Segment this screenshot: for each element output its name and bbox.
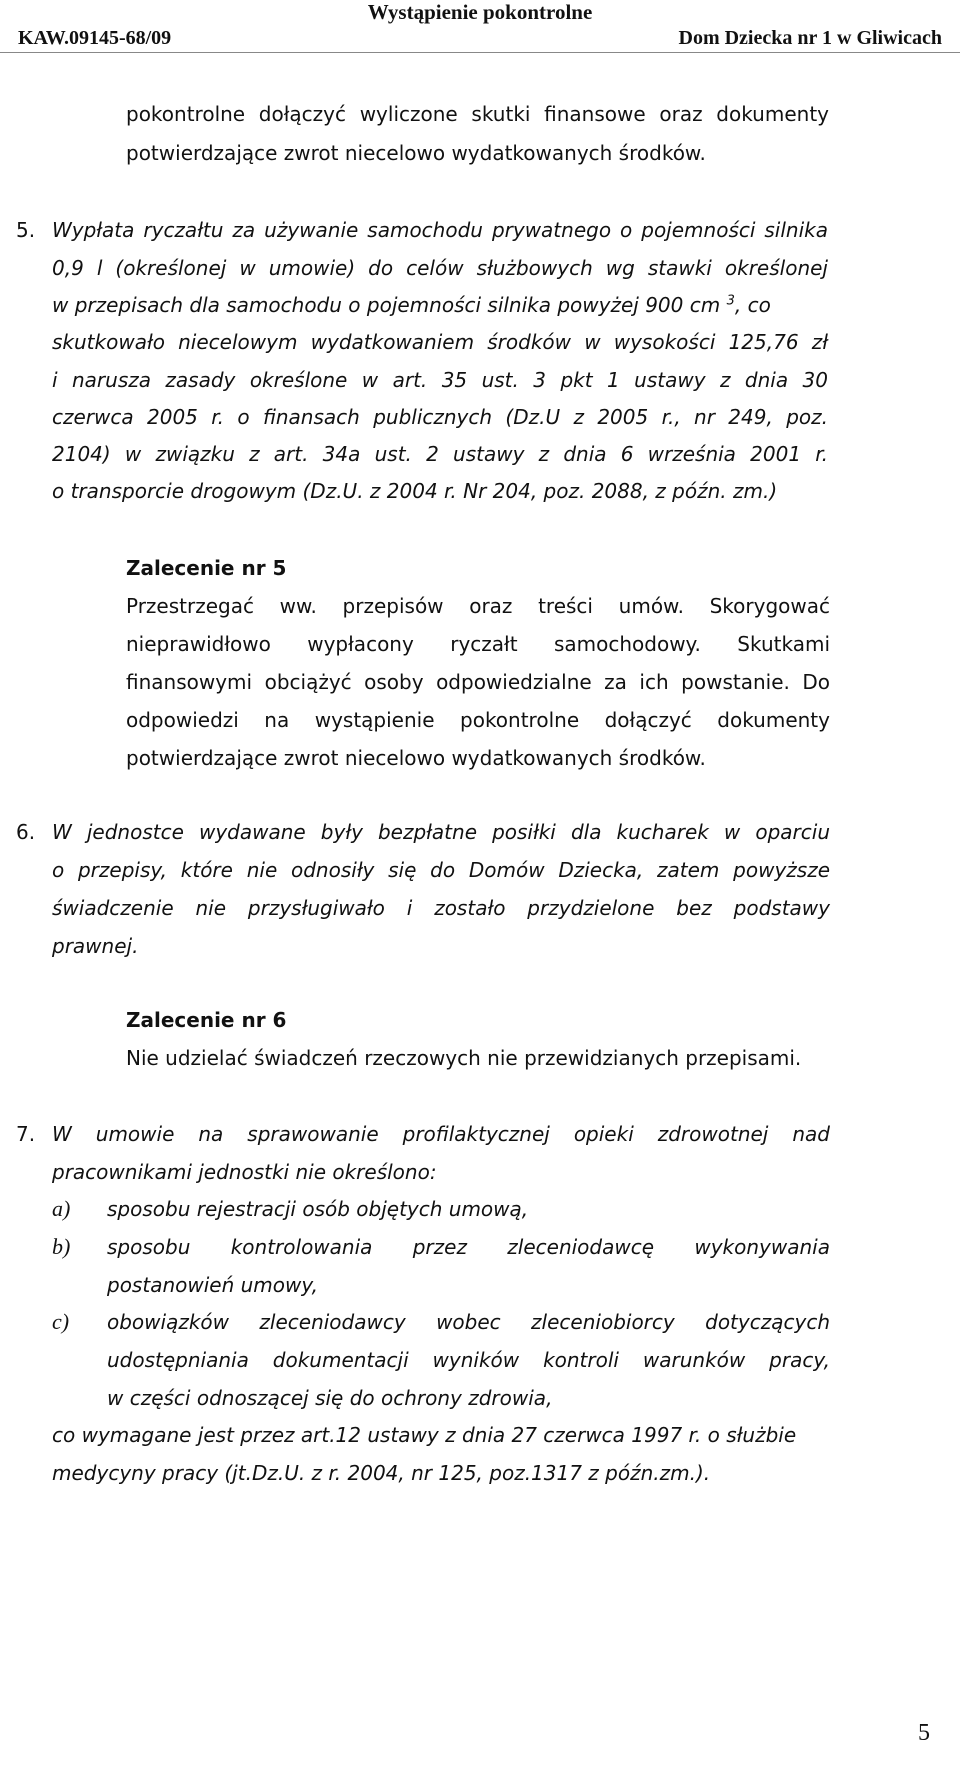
- item-number: 6.: [16, 820, 36, 844]
- closing-line: co wymagane jest przez art.12 ustawy z dnia 27 czerwca 1997 r. o służbie: [52, 1423, 797, 1447]
- finding-line: Wypłata ryczałtu za używanie samochodu prywatnego o pojemności silnika: [52, 218, 828, 242]
- finding-line: skutkowało niecelowym wydatkowaniem środków w wysokości 125,76 zł: [52, 330, 828, 354]
- finding-line: W umowie na sprawowanie profilaktycznej opieki zdrowotnej nad: [52, 1122, 830, 1146]
- recommendation-line: odpowiedzi na wystąpienie pokontrolne dołączyć dokumenty: [126, 708, 830, 732]
- finding-line: prawnej.: [52, 934, 139, 958]
- finding-line: czerwca 2005 r. o finansach publicznych (Dz.U z 2005 r., nr 249, poz.: [52, 405, 828, 429]
- list-item: sposobu kontrolowania przez zleceniodawcę wykonywania: [107, 1235, 830, 1259]
- page-header: [0, 0, 960, 50]
- recommendation-line: finansowymi obciążyć osoby odpowiedzialne za ich powstanie. Do: [126, 670, 830, 694]
- document-title: Wystąpienie pokontrolne: [367, 0, 593, 24]
- finding-line: pracownikami jednostki nie określono:: [52, 1160, 437, 1184]
- finding-line: 0,9 l (określonej w umowie) do celów służbowych wg stawki określonej: [52, 256, 828, 280]
- list-item: sposobu rejestracji osób objętych umową,: [107, 1197, 529, 1221]
- superscript: 3: [726, 293, 735, 309]
- list-item: udostępniania dokumentacji wyników kontroli warunków pracy,: [107, 1348, 830, 1372]
- recommendation-line: Nie udzielać świadczeń rzeczowych nie przewidzianych przepisami.: [126, 1046, 802, 1070]
- finding-line: 2104) w związku z art. 34a ust. 2 ustawy z dnia 6 września 2001 r.: [52, 442, 828, 466]
- list-item: obowiązków zleceniodawcy wobec zleceniobiorcy dotyczących: [107, 1310, 830, 1334]
- item-number: 5.: [16, 218, 36, 242]
- finding-line: o przepisy, które nie odnosiły się do Domów Dziecka, zatem powyższe: [52, 858, 830, 882]
- item-number: 7.: [16, 1122, 36, 1146]
- list-item: postanowień umowy,: [107, 1273, 319, 1297]
- list-item: w części odnoszącej się do ochrony zdrowia,: [107, 1386, 553, 1410]
- header-divider: [0, 52, 960, 53]
- page-number: 5: [918, 1720, 930, 1746]
- recommendation-line: potwierdzające zwrot niecelowo wydatkowanych środków.: [126, 746, 706, 770]
- finding-line: i narusza zasady określone w art. 35 ust. 3 pkt 1 ustawy z dnia 30: [52, 368, 828, 392]
- list-marker: a): [52, 1196, 71, 1221]
- finding-line: w przepisach dla samochodu o pojemności silnika powyżej 900 cm $^3$, co: [52, 293, 771, 317]
- paragraph-line: potwierdzające zwrot niecelowo wydatkowanych środków.: [126, 141, 706, 165]
- paragraph-line: pokontrolne dołączyć wyliczone skutki finansowe oraz dokumenty: [126, 102, 829, 126]
- recommendation-title: Zalecenie nr 5: [126, 556, 287, 580]
- list-marker: b): [52, 1234, 71, 1259]
- finding-line: świadczenie nie przysługiwało i zostało przydzielone bez podstawy: [52, 896, 830, 920]
- recommendation-line: nieprawidłowo wypłacony ryczałt samochodowy. Skutkami: [126, 632, 830, 656]
- list-marker: c): [52, 1309, 70, 1334]
- finding-line: W jednostce wydawane były bezpłatne posiłki dla kucharek w oparciu: [52, 820, 830, 844]
- finding-line: o transporcie drogowym (Dz.U. z 2004 r. Nr 204, poz. 2088, z późn. zm.): [52, 479, 778, 503]
- recommendation-line: Przestrzegać ww. przepisów oraz treści umów. Skorygować: [126, 594, 830, 618]
- closing-line: medycyny pracy (jt.Dz.U. z r. 2004, nr 125, poz.1317 z późn.zm.).: [52, 1461, 711, 1485]
- case-reference: KAW.09145-68/09: [18, 27, 172, 49]
- recommendation-title: Zalecenie nr 6: [126, 1008, 287, 1032]
- institution-name: Dom Dziecka nr 1 w Gliwicach: [678, 27, 942, 49]
